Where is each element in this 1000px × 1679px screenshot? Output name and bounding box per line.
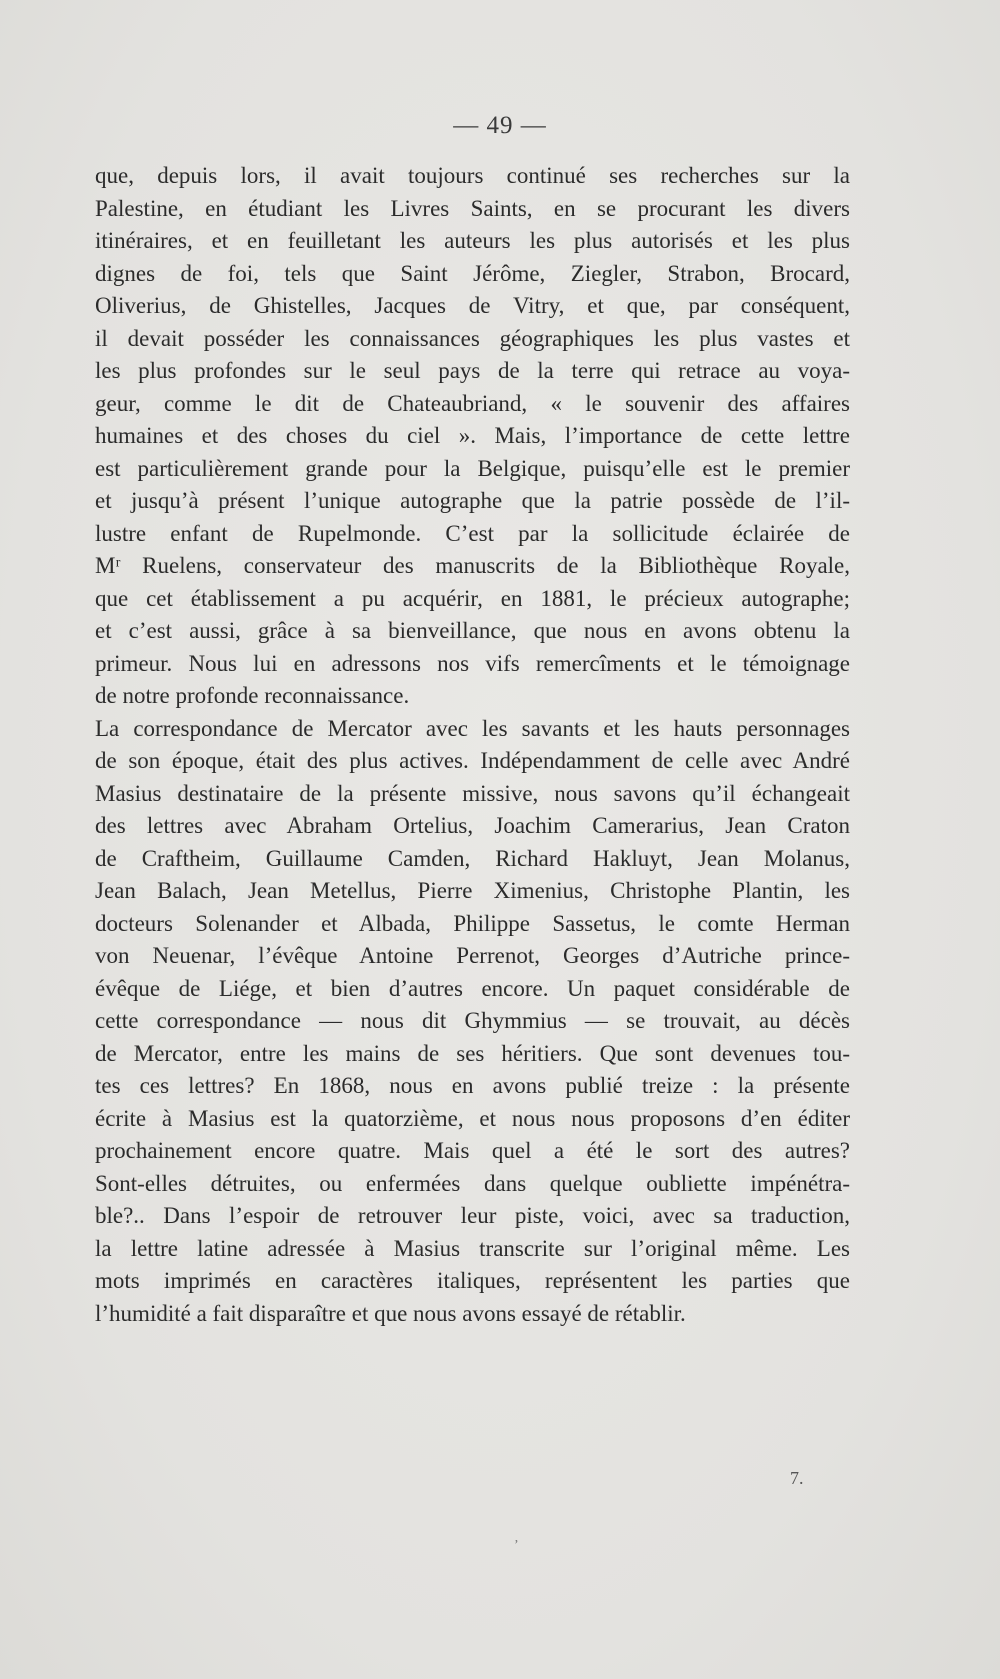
paragraph-1 (95, 160, 850, 713)
text-line: est particulièrement grande pour la Belgique, puisqu’elle est le premier (95, 455, 850, 481)
text-line: prochainement encore quatre. Mais quel a été le sort des autres? (95, 1138, 850, 1163)
text-line: Sont-elles détruites, ou enfermées dans quelque oubliette impénétra- (95, 1170, 850, 1196)
text-line: Palestine, en étudiant les Livres Saints, en se procurant les divers (95, 195, 850, 221)
text-line: cette correspondance — nous dit Ghymmius — se trouvait, au décès (95, 1008, 850, 1033)
text-line: évêque de Liége, et bien d’autres encore. Un paquet considérable de (95, 975, 850, 1001)
text-line: geur, comme le dit de Chateaubriand, « le souvenir des affaires (95, 390, 850, 416)
text-line: de Craftheim, Guillaume Camden, Richard Hakluyt, Jean Molanus, (95, 845, 850, 871)
text-line: et c’est aussi, grâce à sa bienveillance, que nous en avons obtenu la (95, 618, 850, 643)
text-line: que cet établissement a pu acquérir, en 1881, le précieux autographe; (95, 585, 850, 611)
text-line: dignes de foi, tels que Saint Jérôme, Ziegler, Strabon, Brocard, (95, 260, 850, 286)
text-line: Oliverius, de Ghistelles, Jacques de Vitry, et que, par conséquent, (95, 293, 850, 318)
text-line: de Mercator, entre les mains de ses héritiers. Que sont devenues tou- (95, 1040, 850, 1066)
body-text (95, 160, 850, 1330)
text-line: primeur. Nous lui en adressons nos vifs remercîments et le témoignage (95, 650, 850, 676)
text-line: itinéraires, et en feuilletant les auteurs les plus autorisés et les plus (95, 228, 850, 253)
stray-mark: ʼ (514, 1538, 519, 1553)
text-line: mots imprimés en caractères italiques, représentent les parties que (95, 1268, 850, 1293)
text-line: docteurs Solenander et Albada, Philippe Sassetus, le comte Herman (95, 910, 850, 936)
text-line: de son époque, était des plus actives. Indépendamment de celle avec André (95, 748, 850, 773)
text-line: de notre profonde reconnaissance. (95, 683, 410, 708)
text-line: que, depuis lors, il avait toujours continué ses recherches sur la (95, 163, 850, 188)
paragraph-2 (95, 713, 850, 1331)
text-line: lustre enfant de Rupelmonde. C’est par la sollicitude éclairée de (95, 520, 850, 546)
text-line: et jusqu’à présent l’unique autographe que la patrie possède de l’il- (95, 488, 850, 513)
text-line: von Neuenar, l’évêque Antoine Perrenot, Georges d’Autriche prince- (95, 943, 850, 968)
signature-mark: 7. (790, 1468, 804, 1488)
text-line: tes ces lettres? En 1868, nous en avons publié treize : la présente (95, 1073, 850, 1098)
text-line: les plus profondes sur le seul pays de la terre qui retrace au voya- (95, 358, 850, 383)
text-line: La correspondance de Mercator avec les savants et les hauts personnages (95, 715, 850, 741)
text-line: Jean Balach, Jean Metellus, Pierre Ximenius, Christophe Plantin, les (95, 878, 850, 903)
text-line: ble?.. Dans l’espoir de retrouver leur piste, voici, avec sa traduction, (95, 1203, 850, 1228)
text-line: l’humidité a fait disparaître et que nous avons essayé de rétablir. (95, 1300, 686, 1326)
text-line: la lettre latine adressée à Masius transcrite sur l’original même. Les (95, 1235, 850, 1261)
text-line: écrite à Masius est la quatorzième, et nous nous proposons d’en éditer (95, 1105, 850, 1131)
text-line: Masius destinataire de la présente missive, nous savons qu’il échangeait (95, 780, 850, 806)
text-line: des lettres avec Abraham Ortelius, Joachim Camerarius, Jean Craton (95, 813, 850, 838)
text-line: Mʳ Ruelens, conservateur des manuscrits de la Bibliothèque Royale, (95, 553, 850, 578)
text-line: il devait posséder les connaissances géographiques les plus vastes et (95, 325, 850, 351)
page-number: — 49 — (453, 112, 547, 139)
text-line: humaines et des choses du ciel ». Mais, l’importance de cette lettre (95, 423, 850, 448)
